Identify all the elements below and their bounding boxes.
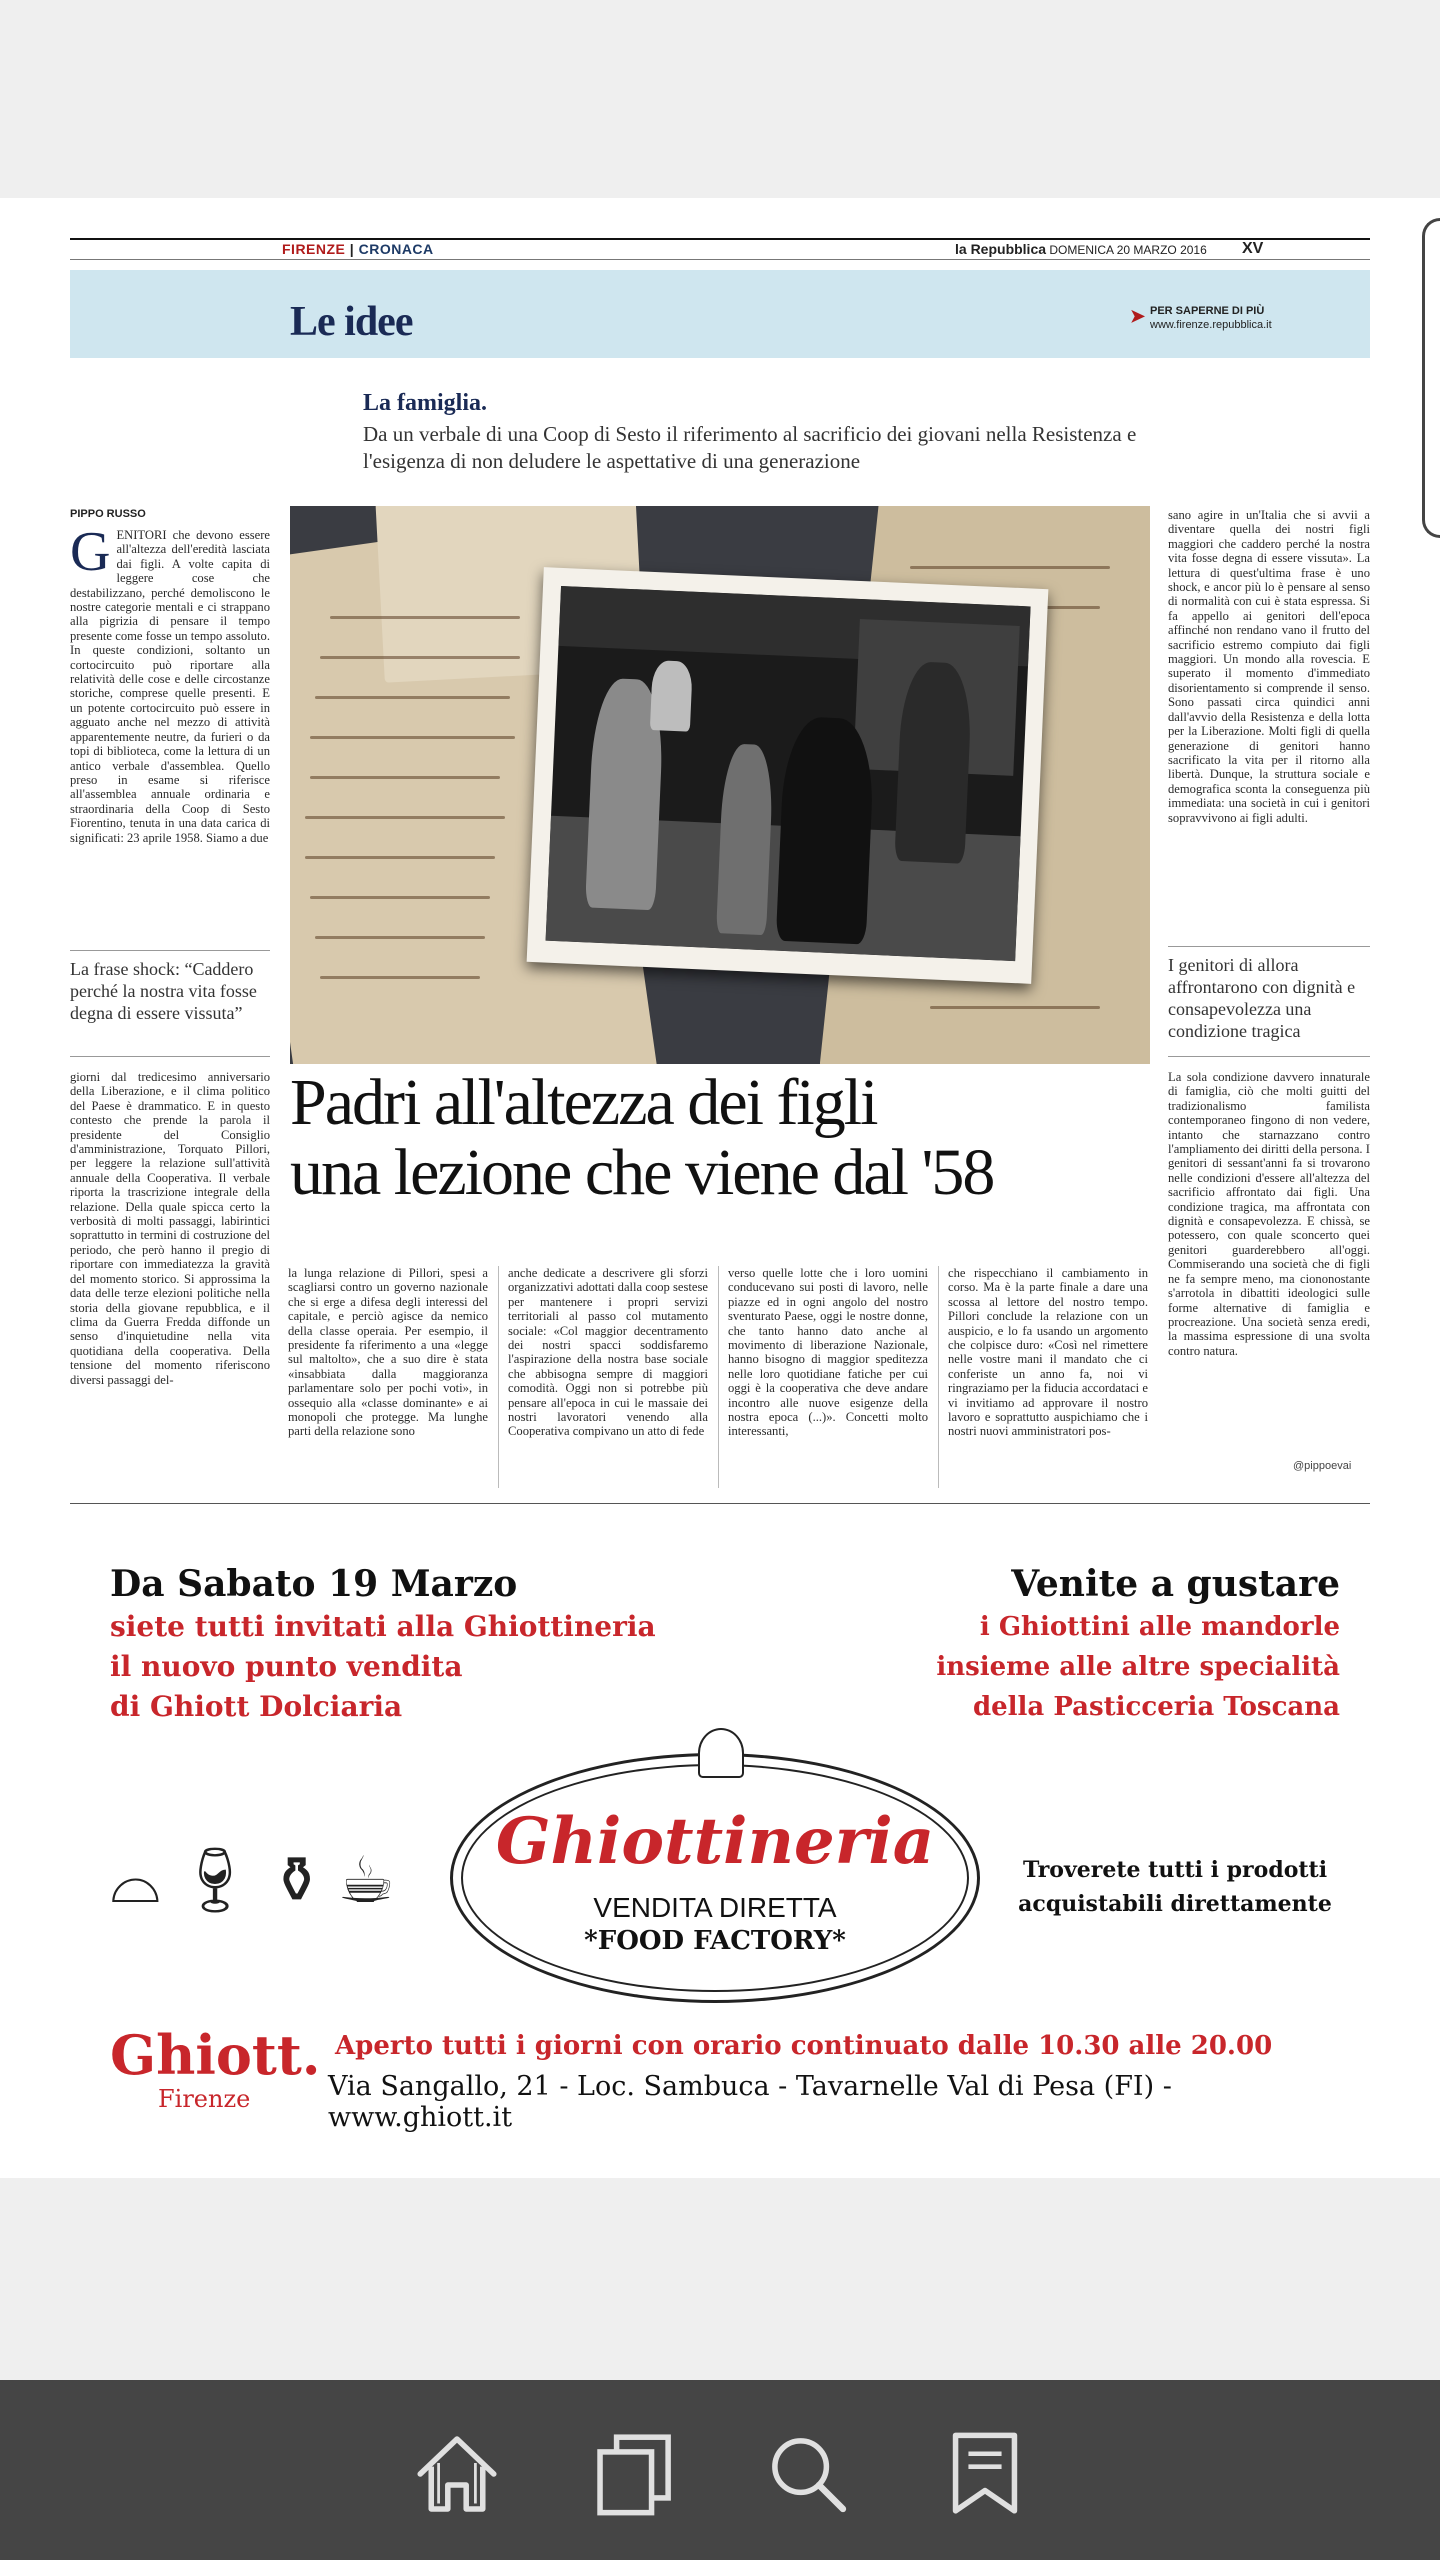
column-divider [718, 1266, 719, 1488]
column-text: ENITORI che devono essere all'altezza dell'eredità lasciata dai figli. A volte capita di leggere cose che destabilizzano, perché demoliscono le nostre categorie mentali e ci strappano alla pigrizia di pensare il tempo presente come fosse un tempo assoluto. In queste condizioni, soltanto un cortocircuito può riportare alla relatività delle cose e delle circostanze storiche, comprese quelle presenti. E un potente cortocircuito può essere in agguato anche nel mezzo di attività apparentemente neutre, da furieri o da topi di biblioteca, come la lettura di un antico verbale d'assemblea. Quello preso in esame si riferisce all'assemblea annuale ordinaria e straordinaria della Coop di Sesto Fiorentino, tenuta in una data carica di significati: 23 aprile 1958. Siamo a due [70, 528, 270, 845]
ad-text: i Ghiottini alle mandorle [979, 1612, 1340, 1642]
ad-invitation [110, 1607, 656, 1727]
article-column-4: verso quelle lotte che i loro uomini conducevano sui posti di lavoro, nelle piazze ed in ogni angolo del nostro sventurato Paese, oggi le nostre donne, che tanto hanno dato anche al movimento di liberazione Nazionale, hanno bisogno di maggior speditezza nelle loro quotidiane fatiche per cui oggi è la cooperativa che deve andare incontro alle nuove esigenze della nostra epoca (...)». Concetti molto interessanti, [728, 1266, 928, 1439]
author-signature: @pippoevai [1293, 1460, 1352, 1472]
article-bottom-rule [70, 1503, 1370, 1504]
ghiott-logo: Ghiott. [110, 2023, 321, 2087]
article-column-1-bottom: giorni dal tredicesimo anniversario della Liberazione, e il clima politico del Paese è drammatico. E in questo contesto che prende la parola il presidente del Consiglio d'amministrazione, Torquato Pillori, per leggere la relazione sull'attività annuale della Cooperativa. Il verbale riporta la trascrizione integrale della relazione. Della quale spicca certo la verbosità di molti passaggi, labirintici soprattutto in termini di costruzione del periodo, che però hanno il pregio di riportare con immediatezza la gravità del momento storico. Si approssima la data delle terze elezioni politiche nella storia della giovane repubblica, e il clima da Guerra Fredda diffonde un senso d'inquietudine nella vita quotidiana della cooperativa. Della tensione del momento riferiscono diversi passaggi del- [70, 1070, 270, 1387]
arrow-icon: ➤ [1130, 306, 1146, 326]
search-icon [762, 2428, 854, 2520]
bottom-navigation [0, 2380, 1440, 2560]
article-photo [290, 506, 1150, 1064]
brand-name: Ghiottineria [495, 1804, 935, 1879]
handwriting [305, 816, 505, 819]
bookmark-icon [939, 2428, 1031, 2520]
biscotti-icon: ⌓ [110, 1845, 175, 1916]
article-column-1-top [70, 528, 270, 936]
article-column-2: la lunga relazione di Pillori, spesi a scagliarsi contro un governo nazionale che si erge a difesa degli interessi del capitale, e perciò agisce da nemico della classe operaia. Per esempio, il presidente fa riferimento a una «legge sul maltolto», che a suo dire è stata «insabbiata dalla maggioranza parlamentare solo per pochi voti», in ossequio alla «classe dominante» e ai monopoli che protegge. Ma lunghe parti della relazione sono [288, 1266, 488, 1439]
pull-quote-1: La frase shock: “Caddero perché la nostra vita fosse degna di essere vissuta” [70, 959, 257, 1023]
divider [1168, 1056, 1370, 1057]
ghiottineria-logo [450, 1753, 980, 2003]
handwriting [910, 566, 1110, 569]
newspaper-page[interactable] [0, 198, 1440, 2178]
search-button[interactable] [758, 2424, 858, 2524]
column-divider [938, 1266, 939, 1488]
advertisement[interactable] [90, 1543, 1350, 2133]
store-address: Via Sangallo, 21 - Loc. Sambuca - Tavarnelle Val di Pesa (FI) - www.ghiott.it [328, 2071, 1172, 2133]
handwriting [930, 1006, 1100, 1009]
kicker-title: La famiglia. [363, 390, 487, 416]
handwriting [320, 976, 480, 979]
paper-name: la Repubblica [955, 241, 1047, 257]
section-band [70, 270, 1370, 358]
article-column-6-bottom: La sola condizione davvero innaturale di famiglia, ciò che molti guitti del tradizionalismo familista contemporaneo fingono di non vedere, intanto che starnazzano contro l'ampliamento dei diritti della persona. I genitori di sessant'anni fa si trovarono nelle condizioni d'essere all'altezza del sacrificio affrontato dai figli. Una condizione tragica, ma affrontata con dignità e consapevolezza. E chissà, se potessero, con quale sconcerto quei genitori guarderebbero all'oggi. Commiserando una società che di figli ne fa sempre meno, ma ciononostante s'arrotola in dibattiti ideologici sulle forme alternative di famiglia e procreazione. Una società senza eredi, la massima espressione di una svolta contro natura. [1168, 1070, 1370, 1358]
woman-figure [716, 743, 774, 935]
ad-text: il nuovo punto vendita [110, 1650, 463, 1683]
header-separator: | [349, 241, 359, 257]
ghiott-city: Firenze [158, 2085, 251, 2113]
divider [1168, 946, 1370, 947]
ad-date: Da Sabato 19 Marzo [110, 1563, 518, 1605]
bookmarks-button[interactable] [935, 2424, 1035, 2524]
handwriting [315, 936, 485, 939]
pull-quote-2: I genitori di allora affrontarono con dignità e consapevolezza una condizione tragica [1168, 955, 1356, 1041]
divider [70, 950, 270, 951]
handwriting [310, 776, 500, 779]
handwriting [320, 656, 520, 659]
handwriting [305, 856, 495, 859]
home-icon [411, 2428, 503, 2520]
headline-line-2: una lezione che viene dal '58 [290, 1136, 994, 1209]
ad-cta: Venite a gustare [1011, 1563, 1340, 1605]
coffee-cup-icon: ☕︎ [337, 1845, 409, 1916]
ad-text: insieme alle altre specialità [936, 1652, 1340, 1682]
woman-figure [776, 716, 876, 945]
chef-hat-icon [698, 1728, 744, 1778]
author-byline: PIPPO RUSSO [70, 508, 146, 520]
more-info-label: PER SAPERNE DI PIÙ [1150, 305, 1265, 317]
vintage-photograph [527, 567, 1049, 984]
city-label: FIRENZE [282, 241, 346, 257]
page-edge-indicator [1422, 218, 1440, 538]
pages-button[interactable] [585, 2424, 685, 2524]
handwriting [330, 616, 520, 619]
article-kicker [363, 390, 1183, 475]
wine-glass-icon: 🍷︎ [174, 1845, 270, 1916]
section-label [282, 241, 434, 257]
opening-hours: Aperto tutti i giorni con orario continuato dalle 10.30 alle 20.00 [335, 2031, 1273, 2061]
ad-text: siete tutti invitati alla Ghiottineria [110, 1610, 656, 1643]
ad-text: della Pasticceria Toscana [972, 1692, 1340, 1722]
ad-icons [110, 1843, 409, 1918]
more-info[interactable] [1150, 304, 1272, 332]
page-number: XV [1242, 240, 1264, 257]
top-blank-area [0, 0, 1440, 198]
photograph-scene [546, 586, 1031, 961]
dropcap: G [70, 528, 111, 583]
column-divider [498, 1266, 499, 1488]
handwriting [310, 736, 515, 739]
paper-date [955, 241, 1207, 257]
ad-specialties [936, 1607, 1340, 1727]
handwriting [315, 696, 510, 699]
food-factory-label: *FOOD FACTORY* [584, 1926, 846, 1956]
ad-text: Troverete tutti i prodotti [1022, 1857, 1328, 1883]
ad-text: di Ghiott Dolciaria [110, 1690, 403, 1723]
section-name: CRONACA [358, 241, 434, 257]
headline-line-1: Padri all'altezza dei figli [290, 1066, 877, 1139]
article-column-3: anche dedicate a descrivere gli sforzi organizzativi adottati dalla coop sestese per mantenere i propri servizi territoriali al passo col mutamento sociale: «Col maggior decentramento dei nostri spacci soddisfaremo l'aspirazione della nostra base sociale che abbisogna sempre di maggiori comodità. Oggi non si potrebbe più pensare all'epoca in cui le massaie dei nostri lavoratori venendo alla Cooperativa compivano un atto di fede [508, 1266, 708, 1439]
divider [70, 1056, 270, 1057]
pages-icon [589, 2428, 681, 2520]
article-column-6-top: sano agire in un'Italia che si avvii a diventare quella dei nostri figli maggiori che caddero perché la nostra vita fosse degna di essere vissuta». La lettura di quest'ultima frase è uno shock, e ancor più lo è pensare al senso di normalità con cui è stata espressa. Si fa appello ai genitori dell'epoca affinché non rendano vano il frutto del sacrificio estremo compiuto dai figli maggiori. Un mondo alla rovescia. E superato il momento d'immediato disorientamento si comprende il senso. Sono passati circa quindici anni dall'avvio della Resistenza e della lotta per la Liberazione. Molti figli di quella generazione di genitori hanno sacrificato la vita per il ritorno alla libertà. Dunque, la struttura sociale e demografica sconta la conseguenza più immediata: una società in cui i genitori sopravvivono ai figli adulti. [1168, 508, 1370, 825]
ad-products [1010, 1853, 1340, 1921]
carafe-icon: ⚱ [269, 1845, 338, 1916]
page-header [70, 238, 1370, 260]
child-figure [650, 660, 693, 732]
home-button[interactable] [407, 2424, 507, 2524]
article-column-5: che rispecchiano il cambiamento in corso. Ma è la parte finale a dare una scossa al lettore del nostro tempo. Pillori conclude la relazione con un auspicio, e lo fa usando un argomento che colpisce duro: «Così nel rimettere nelle vostre mani il mandato che ci conferiste un anno fa, noi vi ringraziamo per la fiducia accordataci e vi invitiamo ad approvare il nostro lavoro e soprattutto auspichiamo che i nostri nuovi amministratori pos- [948, 1266, 1148, 1439]
ad-text: acquistabili direttamente [1018, 1891, 1332, 1917]
section-title: Le idee [290, 299, 413, 345]
kicker-subtitle: Da un verbale di una Coop di Sesto il riferimento al sacrificio dei giovani nella Resistenza e l'esigenza di non deludere le aspettative di una generazione [363, 422, 1137, 473]
direct-sale-label: VENDITA DIRETTA [593, 1892, 837, 1923]
issue-date: DOMENICA 20 MARZO 2016 [1049, 243, 1207, 257]
article-headline [290, 1068, 1170, 1208]
handwriting [310, 896, 490, 899]
more-info-url[interactable]: www.firenze.repubblica.it [1150, 319, 1272, 331]
